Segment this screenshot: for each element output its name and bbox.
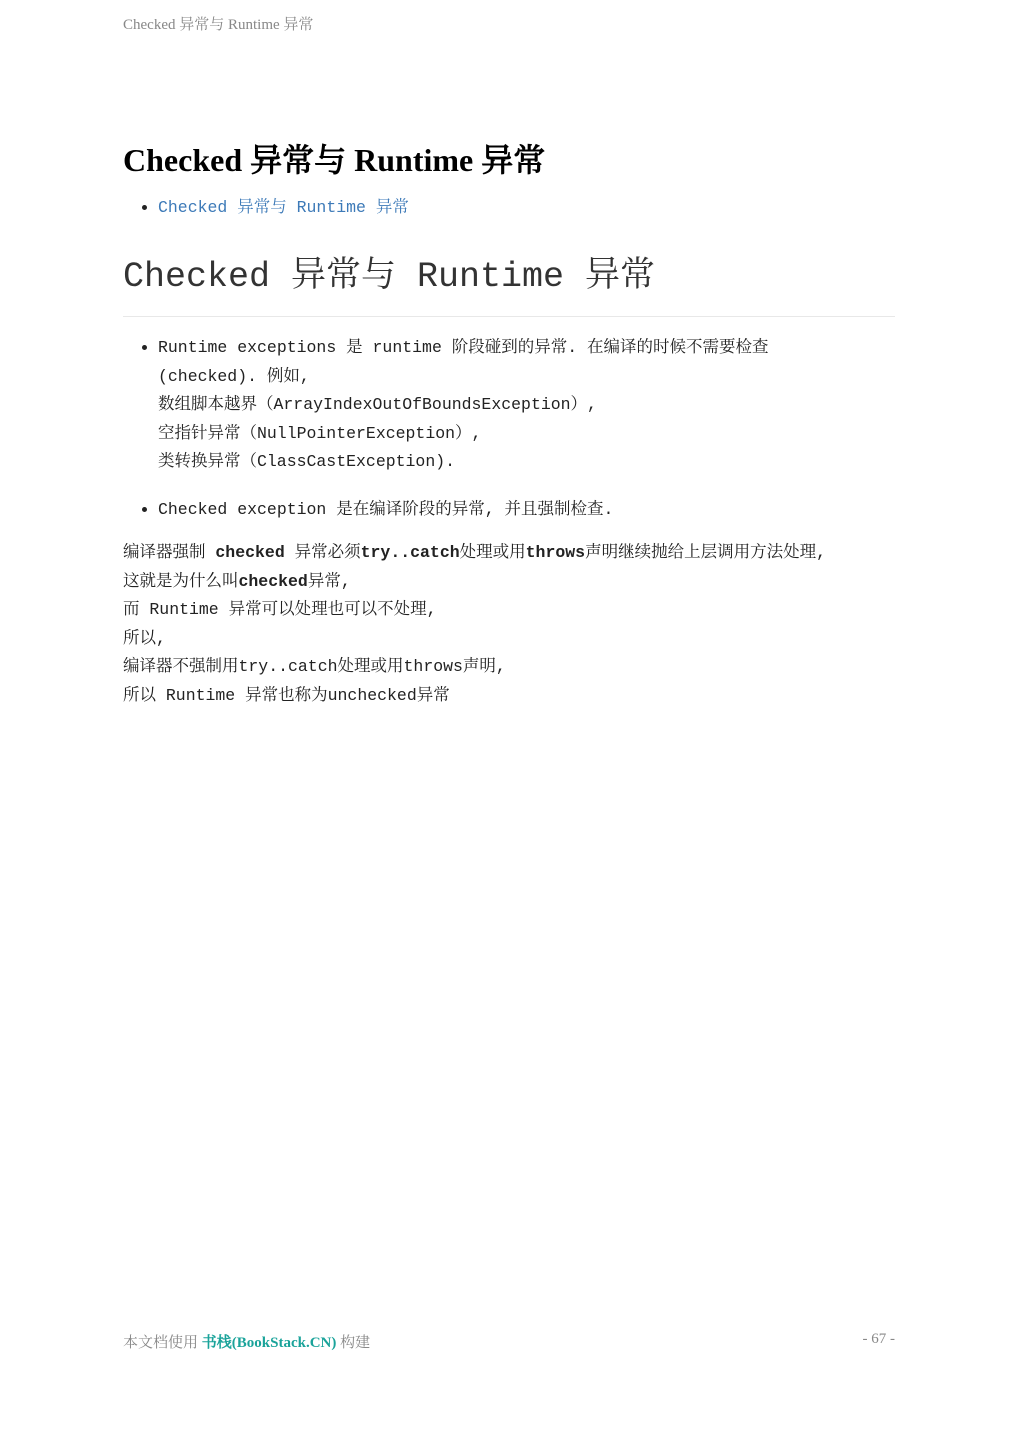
list-item-line: • Runtime exceptions 是 runtime 阶段碰到的异常. 在编译的时候不需要检查 [158, 338, 769, 357]
text-run: 声明继续抛给上层调用方法处理, [585, 543, 826, 562]
page-title: Checked 异常与 Runtime 异常 [123, 142, 546, 178]
list-item-line: (checked). 例如, [158, 366, 310, 386]
toc-link[interactable]: Checked 异常与 Runtime 异常 [158, 198, 409, 217]
text-run: 处理或用 [459, 543, 526, 562]
bold-term: checked [215, 543, 285, 562]
bold-term: try..catch [360, 543, 460, 562]
paragraph-line: 而 Runtime 异常可以处理也可以不处理, [123, 600, 437, 619]
bold-term: checked [238, 571, 308, 591]
footer-prefix: 本文档使用 [123, 1335, 202, 1351]
document-body [123, 138, 895, 710]
list-item [158, 334, 895, 477]
text-run: 编译器强制 [123, 543, 216, 562]
list-item-line: 数组脚本越界（ArrayIndexOutOfBoundsException）, [158, 395, 597, 414]
section-heading: Checked 异常与 Runtime 异常 [123, 252, 895, 317]
list-item-line: 类转换异常（ClassCastException). [158, 452, 456, 471]
text-run: 这就是为什么叫 [123, 571, 239, 591]
footer-suffix: 构建 [336, 1335, 371, 1351]
paragraph-line: 所以 Runtime 异常也称为unchecked异常 [123, 685, 450, 705]
table-of-contents [123, 196, 895, 220]
footer-brand-link[interactable]: 书栈(BookStack.CN) [201, 1335, 337, 1351]
body-paragraph [123, 539, 895, 710]
list-item [158, 496, 895, 525]
text-run: 异常, [307, 571, 351, 591]
toc-item [158, 196, 895, 220]
paragraph-line [123, 568, 895, 597]
running-header: Checked 异常与 Runtime 异常 [123, 17, 314, 33]
paragraph-line [123, 539, 895, 568]
paragraph-line: 编译器不强制用try..catch处理或用throws声明, [123, 657, 506, 676]
footer-credit [123, 1331, 370, 1352]
page-number: - 67 - [862, 1331, 895, 1347]
bold-term: throws [525, 543, 586, 562]
list-item-line: 空指针异常（NullPointerException）, [158, 423, 482, 443]
text-run: 异常必须 [284, 543, 361, 562]
list-item-line: • Checked exception 是在编译阶段的异常, 并且强制检查. [158, 499, 614, 519]
bullet-list [123, 334, 895, 524]
paragraph-line: 所以, [123, 628, 166, 648]
